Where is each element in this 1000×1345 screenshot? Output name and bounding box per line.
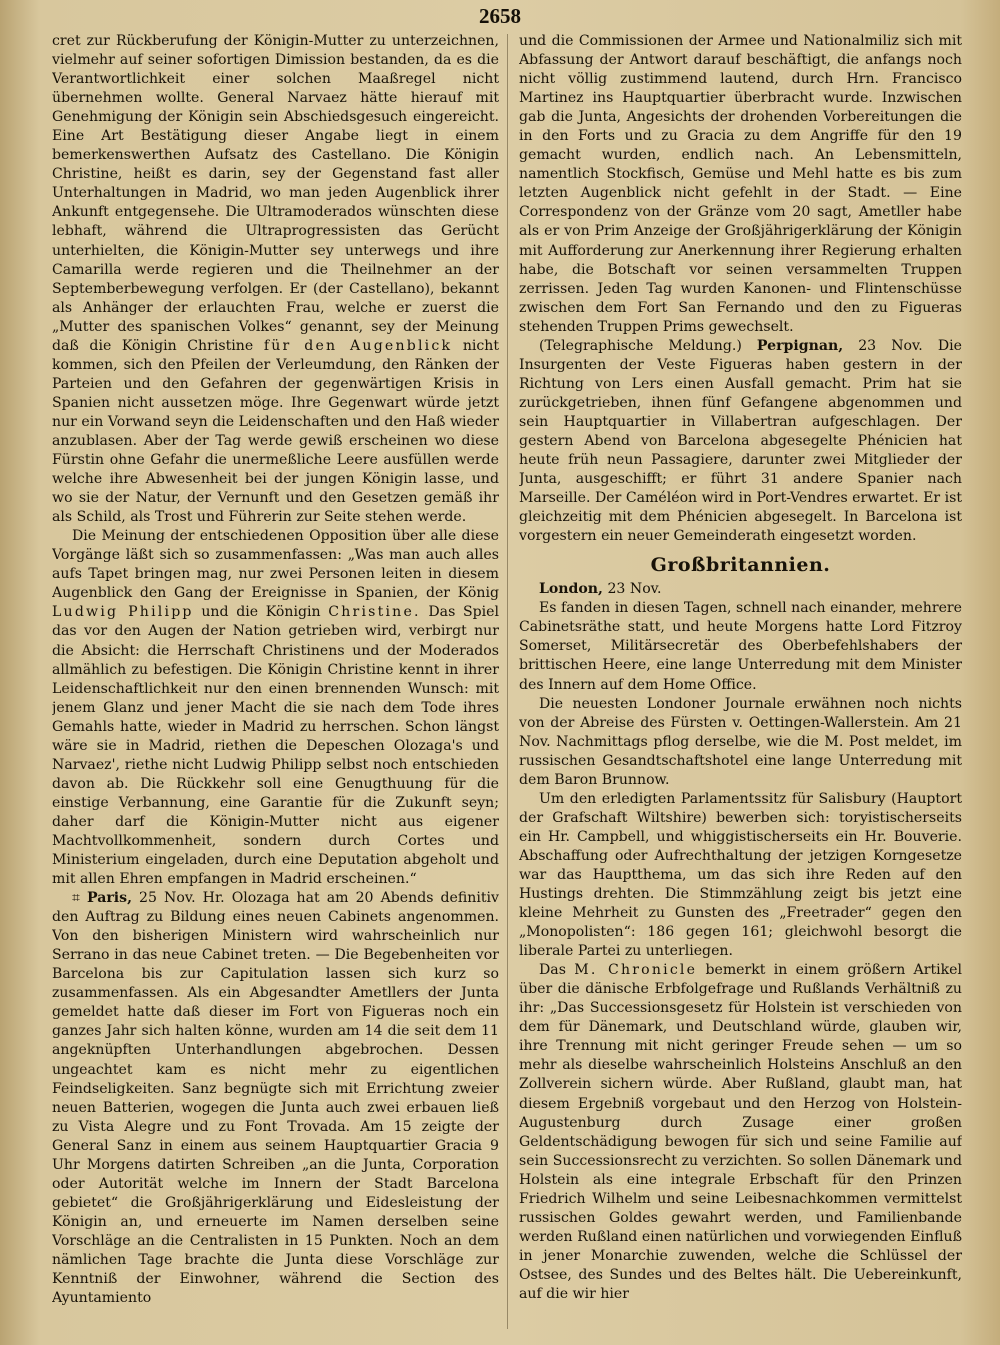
paragraph-text: Die neuesten Londoner Journale erwähnen noch nichts von der Abreise des Fürsten v. Oettingen-Wallerstein. Am 21 Nov. Nachmittags pflog derselbe, wie die M. Post meldet, im russischen Gesandtschaftshotel eine lange Unterredung mit dem Baron Brunnow. [519, 695, 962, 788]
correspondent-mark: ⌗ [72, 890, 80, 907]
paragraph-text: 23 Nov. Die Insurgenten der Veste Figueras haben gestern in der Richtung von Lers einen Ausfall gemacht. Prim hat sie zurückgetrieben, ihnen fünf Gefangene abgenommen und sein Hauptquartier in Villabertran aufgeschlagen. Der gestern Abend von Barcelona abgesegelte Phénicien hat heute früh neun Passagiere, darunter zwei Mitglieder der Junta, ausgeschifft; er führt 31 andere Spanier nach Marseille. Der Caméléon wird in Port-Vendres erwartet. Er ist gleichzeitig mit dem Phénicien abgesegelt. In Barcelona ist vorgestern ein neuer Gemeinderath eingesetzt worden. [519, 337, 962, 545]
dateline-place: Perpignan, [756, 337, 844, 354]
article-paragraph [52, 527, 499, 889]
dateline [519, 580, 962, 599]
paragraph-text: Um den erledigten Parlamentssitz für Salisbury (Hauptort der Grafschaft Wiltshire) bewerben sich: toryistischerseits ein Hr. Campbell, und whiggistischerseits ein Hr. Bouverie. Abschaffung oder Aufrechthaltung der jetzigen Korngesetze war das Hauptthema, um das sich ihre Reden auf den Hustings drehten. Die Stimmzählung zeigt bis jetzt eine kleine Mehrheit zu Gunsten des „Freetrader“ gegen den „Monopolisten“: 186 gegen 161; gleichwohl besorgt die liberale Partei zu unterliegen. [519, 790, 962, 960]
paragraph-text: 25 Nov. Hr. Olozaga hat am 20 Abends definitiv den Auftrag zu Bildung eines neuen Cabinets angenommen. Von den bisherigen Ministern wird wahrscheinlich nur Serrano in das neue Cabinet treten. — Die Begebenheiten vor Barcelona bis zur Capitulation lassen sich kurz so zusammenfassen. Als ein Abgesandter Ametllers der Junta gemeldet hatte daß dieser im Fort von Figueras noch ein ganzes Jahr sich halten könne, wurden am 14 die seit dem 11 angeknüpften Unterhandlungen abgebrochen. Dessen ungeachtet kam es nicht mehr zu eigentlichen Feindseligkeiten. Sanz begnügte sich mit Errichtung zweier neuen Batterien, wogegen die Junta auch zwei erbauen ließ zu Vista Alegre und zu Font Trovada. Am 15 zeigte der General Sanz in einem aus seinem Hauptquartier Gracia 9 Uhr Morgens datirten Schreiben „an die Junta, Corporation oder Autorität welche im Innern der Stadt Barcelona gebietet“ die Großjährigerklärung und Eidesleistung der Königin an, und erneuerte im Namen derselben seine Vorschläge an die Centralisten in 15 Punkten. Noch an dem nämlichen Tage brachte die Junta diese Vorschläge zur Kenntniß der Einwohner, während die Section des Ayuntamiento [52, 890, 499, 1307]
paragraph-text: und die Königin [201, 604, 321, 621]
article-paragraph [52, 32, 499, 527]
paragraph-text: Das Spiel das vor den Augen der Nation getrieben wird, verbirgt nur die Absicht: die Herrschaft Christinens und der Moderados allmählich zu befestigen. Die Königin Christine kennt in ihrer Leidenschaftlichkeit nur den einen brennenden Wunsch: mit jenem Glanz und jener Macht die sie nach dem Tode ihres Gemahls hatte, wieder in Madrid zu herrschen. Schon längst wäre sie in Madrid, riethen die Depeschen Olozaga's und Narvaez', riethe nicht Ludwig Philipp selbst noch entschieden davon ab. Die Rückkehr soll eine Genugthuung für die einstige Verbannung, eine Garantie für die Zukunft seyn; daher darf die Königin-Mutter nicht aus eigener Machtvollkommenheit, sondern durch Cortes und Ministerium eingeladen, durch eine Deputation abgeholt und mit allen Ehren empfangen in Madrid erscheinen.“ [52, 604, 499, 888]
left-column [52, 32, 499, 1332]
article-paragraph [52, 889, 499, 1308]
paragraph-text: (Telegraphische Meldung.) [539, 337, 742, 354]
paragraph-text: und die Commissionen der Armee und Nationalmiliz sich mit Abfassung der Antwort darauf beschäftigt, die anfangs noch nicht völlig zustimmend lautend, durch Hrn. Francisco Martinez ins Hauptquartier überbracht wurde. Inzwischen gab die Junta, Angesichts der drohenden Vorbereitungen die in den Forts und zu Gracia zu dem Angriffe für den 19 gemacht wurden, endlich nach. An Lebensmitteln, namentlich Stockfisch, Gemüse und Mehl hatte es bis zum letzten Augenblick nicht gefehlt in der Stadt. — Eine Correspondenz von der Gränze vom 20 sagt, Ametller habe als er von Prim Anzeige der Großjährigerklärung der Königin mit Aufforderung zur Anerkennung ihrer Regierung erhalten habe, die Botschaft vor seinen versammelten Truppen zerrissen. Jeden Tag wurden Kanonen- und Flintenschüsse zwischen dem Fort San Fernando und den zu Figueras stehenden Truppen Prims gewechselt. [519, 33, 962, 335]
paragraph-text: Es fanden in diesen Tagen, schnell nach einander, mehrere Cabinetsräthe statt, und heute Morgens hatte Lord Fitzroy Somerset, Militärsecretär des Oberbefehlshabers der brittischen Heere, eine lange Unterredung mit dem Minister des Innern auf dem Home Office. [519, 600, 962, 693]
paragraph-text: bemerkt in einem größern Artikel über die dänische Erbfolgefrage und Rußlands Verhältniß zu ihr: „Das Successionsgesetz für Holstein ist verschieden von dem für Dänemark, und Deutschland würde, glauben wir, ihre Trennung mit nicht geringer Freude sehen — um so mehr als dieselbe wahrscheinlich Holsteins Anschluß an den Zollverein sichern würde. Aber Rußland, glaubt man, hat diesem Ergebniß vorgebaut und den Herzog von Holstein-Augustenburg durch Zusage einer großen Geldentschädigung bewogen für sich und seine Familie auf sein Successionsrecht zu verzichten. So sollen Dänemark und Holstein als eine integrale Erbschaft für den Prinzen Friedrich Wilhelm und seine Leibesnachkommen vermittelst russischen Goldes gewahrt werden, und Familienbande werden Rußland einen natürlichen und vorwiegenden Einfluß in jener Monarchie zuwenden, welche die Schlüssel der Ostsee, des Sundes und des Beltes hält. Die Uebereinkunft, auf die wir hier [519, 962, 962, 1302]
emphasized-text: Christine. [328, 604, 421, 621]
paragraph-text: Das [539, 962, 566, 979]
article-paragraph [519, 599, 962, 694]
article-paragraph [519, 695, 962, 790]
paragraph-text: cret zur Rückberufung der Königin-Mutter zu unterzeichnen, vielmehr auf seiner sofortigen Dimission bestanden, da es die Verantwortlichkeit einer solchen Maaßregel nicht übernehmen wollte. General Narvaez hätte hierauf mit Genehmigung der Königin sein Abschiedsgesuch eingereicht. Eine Art Bestätigung dieser Angabe liegt in einem bemerkenswerthen Aufsatz des Castellano. Die Königin Christine, heißt es darin, sey der Gegenstand fast aller Unterhaltungen in Madrid, wo man jeden Augenblick ihrer Ankunft entgegensehe. Die Ultramoderados wünschten diese lebhaft, während die Ultraprogressisten das Gerücht unterhielten, die Königin-Mutter sey unterwegs und ihre Camarilla werde regieren und die Theilnehmer an der Septemberbewegung verfolgen. Er (der Castellano), bekannt als Anhänger der erlauchten Frau, welche er zuerst die „Mutter des spanischen Volkes“ genannt, sey der Meinung daß die Königin Christine [52, 33, 499, 354]
dateline-place: Paris, [87, 890, 132, 907]
dateline-place: London, [539, 581, 603, 598]
article-paragraph [519, 790, 962, 961]
page-number: 2658 [479, 4, 521, 28]
section-heading: Großbritannien. [650, 554, 831, 577]
article-paragraph [519, 337, 962, 547]
article-paragraph [519, 32, 962, 337]
emphasized-text: Ludwig Philipp [52, 604, 194, 621]
emphasized-text: für den Augenblick [263, 337, 453, 354]
paragraph-text: Die Meinung der entschiedenen Opposition über alle diese Vorgänge läßt sich so zusammenfassen: „Was man auch alles aufs Tapet bringen mag, nur zwei Personen leiten in diesem Augenblick den Gang der Ereignisse in Spanien, der König [52, 528, 499, 602]
article-paragraph [519, 961, 962, 1304]
column-divider [507, 34, 508, 1329]
right-column [519, 32, 962, 1332]
emphasized-text: M. Chronicle [574, 962, 698, 979]
paragraph-text: nicht kommen, sich den Pfeilen der Verleumdung, den Ränken der Parteien und den Gefahren der gegenwärtigen Krisis in Spanien nicht aussetzen möge. Ihre Gegenwart würde jetzt nur ein Vorwand seyn die Leidenschaften und den Haß wieder anzublasen. Aber der Tag werde gewiß erscheinen wo diese Fürstin ohne Gefahr die unermeßliche Leere ausfüllen werde welche ihre Abwesenheit bei der jungen Königin lasse, und wo sie der Natur, der Vernunft und den Gesetzen gemäß ihr als Schild, als Trost und Führerin zur Seite stehen werde. [52, 337, 499, 526]
dateline-date: 23 Nov. [607, 581, 662, 598]
